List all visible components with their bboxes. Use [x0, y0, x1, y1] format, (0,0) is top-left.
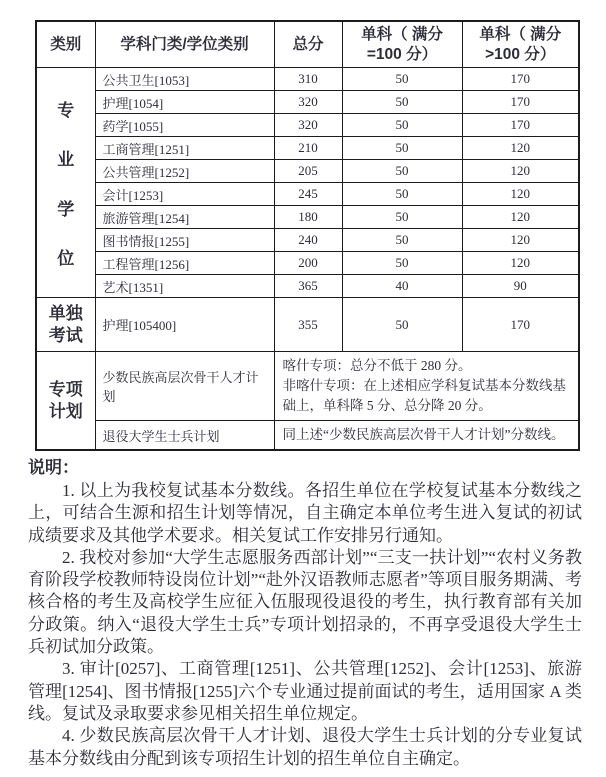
category-cell — [36, 352, 95, 451]
subject-cell: 药学[1055] — [95, 114, 274, 137]
score-cell: 365 — [274, 275, 342, 298]
policy-line: 喀什专项：总分不低于 280 分。 — [282, 358, 472, 373]
score-cell: 120 — [462, 229, 579, 252]
subject-cell: 退役大学生士兵计划 — [95, 421, 274, 451]
table-row — [36, 137, 579, 160]
note-paragraph: 2. 我校对参加“大学生志愿服务西部计划”“三支一扶计划”“农村义务教育阶段学校教师特设岗位计划”“赴外汉语教师志愿者”等项目服务期满、考核合格的考生及高校学生应征入伍服现役退役的考生，执行教育部有关加分政策。纳入“退役大学生士兵”专项计划招录的，不再享受退役大学生士兵初试加分政策。 — [28, 547, 582, 657]
notes-section — [28, 456, 582, 770]
note-paragraph: 1. 以上为我校复试基本分数线。各招生单位在学校复试基本分数线之上，可结合生源和招生计划等情况，自主确定本单位考生进入复试的初试成绩要求及其他学术要求。相关复试工作安排另行通知。 — [28, 481, 582, 545]
score-cell: 50 — [342, 91, 462, 114]
note-paragraph: 4. 少数民族高层次骨干人才计划、退役大学生士兵计划的分专业复试基本分数线由分配到该专项招生计划的招生单位自主确定。 — [28, 726, 582, 768]
score-cell: 170 — [462, 114, 579, 137]
note-paragraph: 3. 审计[0257]、工商管理[1251]、公共管理[1252]、会计[1253]、旅游管理[1254]、图书情报[1255]六个专业通过提前面试的考生，适用国家 A 类线。复试及录取要求参见相关招生单位规定。 — [28, 659, 582, 723]
subject-cell: 艺术[1351] — [95, 275, 274, 298]
policy-line: 同上述“少数民族高层次骨干人才计划”分数线。 — [282, 427, 565, 442]
category-label: 专项 — [48, 379, 83, 399]
table-row — [36, 298, 579, 352]
subject-cell: 工商管理[1251] — [95, 137, 274, 160]
category-label: 业 — [57, 150, 75, 170]
score-cell: 180 — [274, 206, 342, 229]
notes-heading: 说明： — [28, 458, 79, 477]
score-cell: 170 — [462, 68, 579, 91]
header-cell-single-100: 单科（ 满分=100 分） — [342, 21, 462, 68]
score-cell: 170 — [462, 298, 579, 352]
header-cell-single-over100: 单科（ 满分>100 分） — [462, 21, 579, 68]
policy-cell — [274, 421, 579, 451]
category-cell — [36, 68, 95, 298]
table-row — [36, 206, 579, 229]
score-cell: 90 — [462, 275, 579, 298]
category-label: 计划 — [48, 401, 83, 421]
table-row — [36, 183, 579, 206]
header-cell-subject: 学科门类/学位类别 — [95, 21, 274, 68]
score-cell: 205 — [274, 160, 342, 183]
subject-cell: 会计[1253] — [95, 183, 274, 206]
subject-cell: 护理[105400] — [95, 298, 274, 352]
score-cell: 355 — [274, 298, 342, 352]
score-cell: 120 — [462, 206, 579, 229]
subject-cell: 护理[1054] — [95, 91, 274, 114]
subject-cell: 公共卫生[1053] — [95, 68, 274, 91]
score-cell: 50 — [342, 229, 462, 252]
category-label: 考试 — [48, 325, 83, 345]
score-cell: 50 — [342, 183, 462, 206]
subject-cell: 少数民族高层次骨干人才计划 — [95, 352, 274, 421]
table-row — [36, 160, 579, 183]
score-cell: 170 — [462, 91, 579, 114]
score-cell: 245 — [274, 183, 342, 206]
category-label: 位 — [57, 248, 75, 268]
header-cell-total-score: 总分 — [274, 21, 342, 68]
document-page — [0, 20, 606, 777]
subject-cell: 公共管理[1252] — [95, 160, 274, 183]
score-cell: 310 — [274, 68, 342, 91]
score-cell: 50 — [342, 206, 462, 229]
score-cell: 210 — [274, 137, 342, 160]
score-table-body — [36, 68, 579, 451]
score-cell: 200 — [274, 252, 342, 275]
table-row — [36, 229, 579, 252]
table-header-row — [36, 21, 579, 68]
score-cell: 50 — [342, 252, 462, 275]
subject-cell: 图书情报[1255] — [95, 229, 274, 252]
score-cell: 120 — [462, 160, 579, 183]
category-cell — [36, 298, 95, 352]
table-row — [36, 275, 579, 298]
score-line-table — [35, 20, 580, 451]
score-cell: 120 — [462, 183, 579, 206]
score-cell: 50 — [342, 298, 462, 352]
score-cell: 320 — [274, 91, 342, 114]
category-label: 学 — [57, 199, 75, 219]
header-cell-category: 类别 — [36, 21, 95, 68]
score-cell: 120 — [462, 137, 579, 160]
policy-cell — [274, 352, 579, 421]
table-row — [36, 114, 579, 137]
table-row — [36, 91, 579, 114]
score-cell: 320 — [274, 114, 342, 137]
table-row — [36, 68, 579, 91]
table-row — [36, 252, 579, 275]
score-cell: 50 — [342, 114, 462, 137]
score-cell: 50 — [342, 160, 462, 183]
score-cell: 120 — [462, 252, 579, 275]
score-cell: 240 — [274, 229, 342, 252]
subject-cell: 工程管理[1256] — [95, 252, 274, 275]
score-cell: 40 — [342, 275, 462, 298]
subject-cell: 旅游管理[1254] — [95, 206, 274, 229]
category-label: 专 — [57, 101, 75, 121]
score-cell: 50 — [342, 137, 462, 160]
policy-line: 非喀什专项：在上述相应学科复试基本分数线基础上，单科降 5 分、总分降 20 分。 — [282, 378, 566, 413]
score-cell: 50 — [342, 68, 462, 91]
category-label: 单独 — [48, 303, 83, 323]
notes-list — [28, 480, 582, 770]
table-row — [36, 352, 579, 421]
table-row — [36, 421, 579, 451]
